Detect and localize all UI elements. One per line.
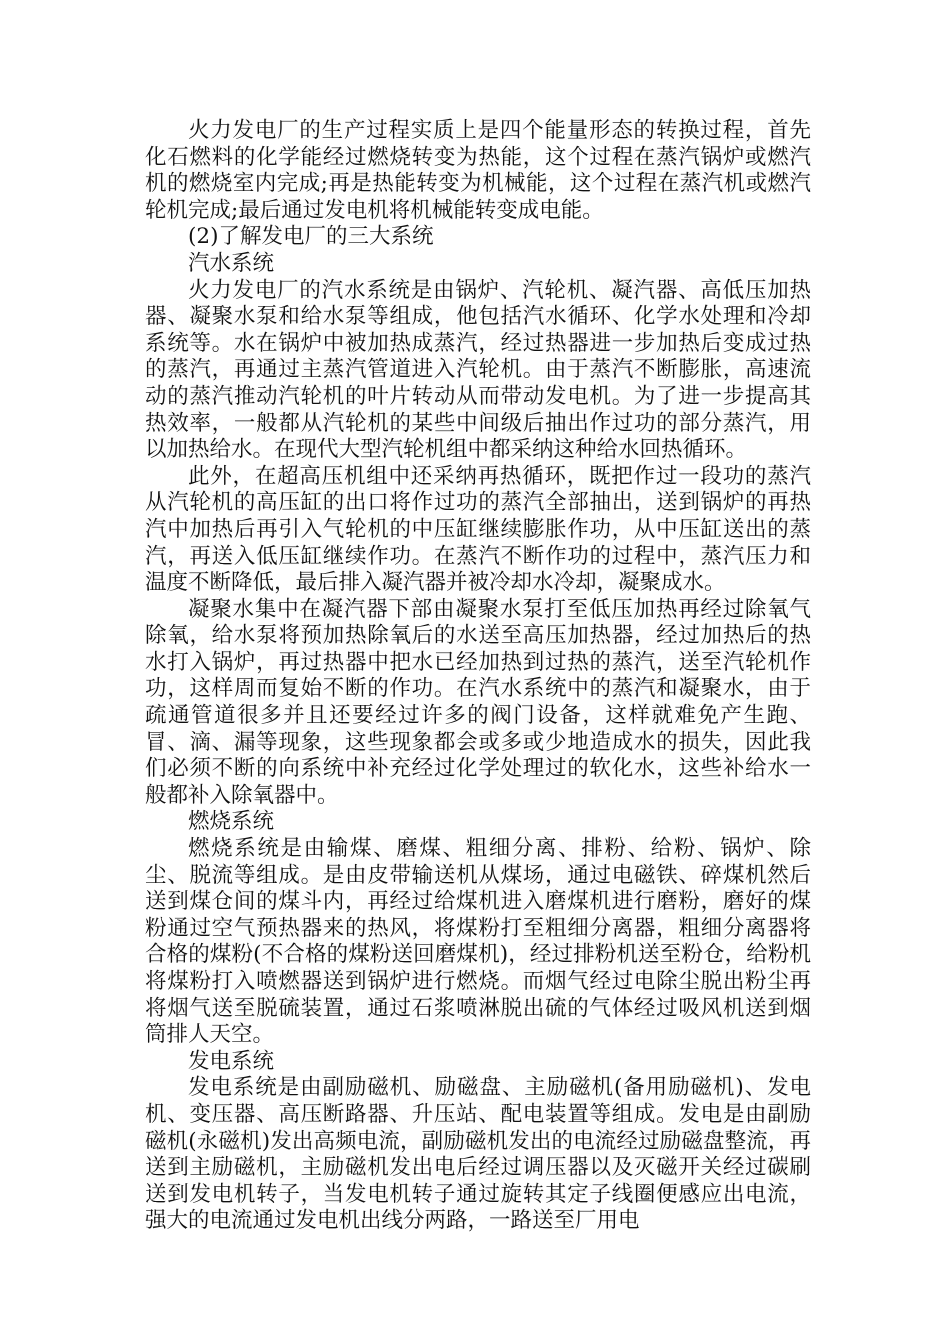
paragraph-reheat-cycle: 此外，在超高压机组中还采纳再热循环，既把作过一段功的蒸汽从汽轮机的高压缸的出口将作过功的蒸汽全部抽出，送到锅炉的再热汽中加热后再引入气轮机的中压缸继续膨胀作功，从中压缸送出的蒸汽，再送入低压缸继续作功。在蒸汽不断作功的过程中，蒸汽压力和温度不断降低，最后排入凝汽器并被冷却水冷却，凝聚成水。 (145, 463, 811, 596)
subheading-generation-system: 发电系统 (188, 1048, 275, 1074)
paragraph-steam-water-system: 火力发电厂的汽水系统是由锅炉、汽轮机、凝汽器、高低压加热器、凝聚水泵和给水泵等组成，他包括汽水循环、化学水处理和冷却系统等。水在锅炉中被加热成蒸汽，经过热器进一步加热后变成过热的蒸汽，再通过主蒸汽管道进入汽轮机。由于蒸汽不断膨胀，高速流动的蒸汽推动汽轮机的叶片转动从而带动发电机。为了进一步提高其热效率，一般都从汽轮机的某些中间级后抽出作过功的部分蒸汽，用以加热给水。在现代大型汽轮机组中都采纳这种给水回热循环。 (145, 277, 811, 463)
subheading-combustion-system: 燃烧系统 (188, 809, 275, 835)
document-body (145, 118, 811, 1235)
paragraph-combustion-system: 燃烧系统是由输煤、磨煤、粗细分离、排粉、给粉、锅炉、除尘、脱流等组成。是由皮带输送机从煤场，通过电磁铁、碎煤机然后送到煤仓间的煤斗内，再经过给煤机进入磨煤机进行磨粉，磨好的煤粉通过空气预热器来的热风，将煤粉打至粗细分离器，粗细分离器将合格的煤粉(不合格的煤粉送回磨煤机)，经过排粉机送至粉仓，给粉机将煤粉打入喷燃器送到锅炉进行燃烧。而烟气经过电除尘脱出粉尘再将烟气送至脱硫装置，通过石浆喷淋脱出硫的气体经过吸风机送到烟筒排人天空。 (145, 836, 811, 1048)
subheading-steam-water-system: 汽水系统 (188, 250, 275, 276)
section-heading-three-systems: (2)了解发电厂的三大系统 (188, 224, 434, 250)
paragraph-energy-conversion: 火力发电厂的生产过程实质上是四个能量形态的转换过程，首先化石燃料的化学能经过燃烧转变为热能，这个过程在蒸汽锅炉或燃汽机的燃烧室内完成;再是热能转变为机械能，这个过程在蒸汽机或燃汽轮机完成;最后通过发电机将机械能转变成电能。 (145, 118, 811, 223)
paragraph-generation-system: 发电系统是由副励磁机、励磁盘、主励磁机(备用励磁机)、发电机、变压器、高压断路器、升压站、配电装置等组成。发电是由副励磁机(永磁机)发出高频电流，副励磁机发出的电流经过励磁盘整流，再送到主励磁机，主励磁机发出电后经过调压器以及灭磁开关经过碳刷送到发电机转子，当发电机转子通过旋转其定子线圈便感应出电流，强大的电流通过发电机出线分两路，一路送至厂用电 (145, 1075, 811, 1234)
paragraph-condensate: 凝聚水集中在凝汽器下部由凝聚水泵打至低压加热再经过除氧气除氧，给水泵将预加热除氧后的水送至高压加热器，经过加热后的热水打入锅炉，再过热器中把水已经加热到过热的蒸汽，送至汽轮机作功，这样周而复始不断的作功。在汽水系统中的蒸汽和凝聚水，由于疏通管道很多并且还要经过许多的阀门设备，这样就难免产生跑、冒、滴、漏等现象，这些现象都会或多或少地造成水的损失，因此我们必须不断的向系统中补充经过化学处理过的软化水，这些补给水一般都补入除氧器中。 (145, 596, 811, 808)
